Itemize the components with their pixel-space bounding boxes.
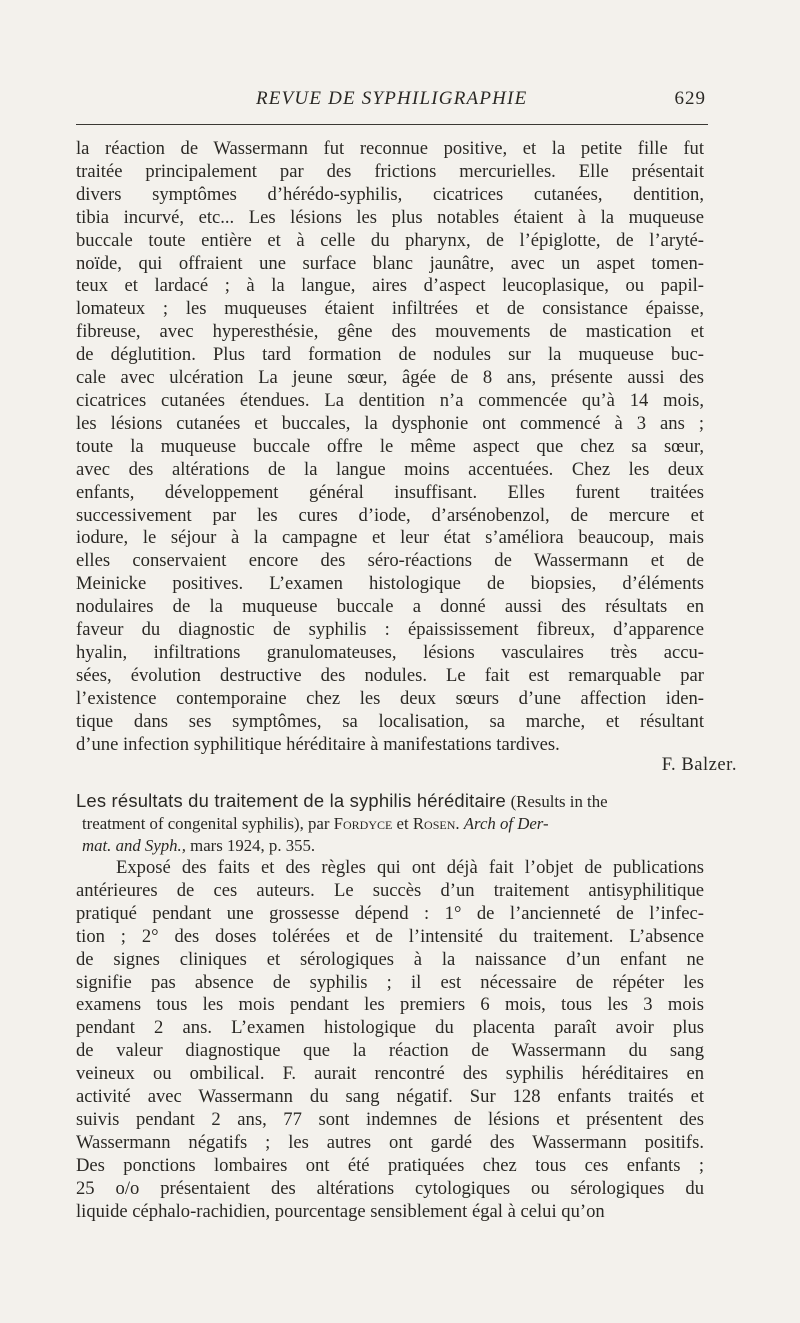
- ref-line3: [76, 835, 708, 857]
- text-line: buccale toute entière et à celle du pharynx, de l’épiglotte, de l’aryté-: [76, 229, 704, 251]
- signature: [662, 754, 737, 776]
- page-number: 629: [674, 88, 706, 109]
- journal-part2: mat. and Syph.,: [82, 836, 186, 855]
- text-line: de déglutition. Plus tard formation de nodules sur la muqueuse buc-: [76, 344, 704, 366]
- signature-text: F. Balzer.: [661, 754, 737, 775]
- text-line: 25 o/o présentaient des altérations cytologiques ou sérologiques du: [76, 1177, 704, 1199]
- paragraph-case-report: [76, 138, 704, 756]
- text-line: hyalin, infiltrations granulomateuses, lésions vasculaires très accu-: [76, 641, 704, 663]
- text-line: veineux ou ombilical. F. aurait rencontré des syphilis héréditaires en: [76, 1063, 704, 1085]
- text-line: avec des altérations de la langue moins accentuées. Chez les deux: [76, 458, 704, 480]
- text-line: sées, évolution destructive des nodules. Le fait est remarquable par: [76, 664, 704, 686]
- paragraph-summary: [76, 857, 704, 1224]
- author-rosen: Rosen.: [412, 814, 460, 833]
- text-line: signifie pas absence de syphilis ; il est nécessaire de répéter les: [76, 971, 704, 993]
- text-line: l’existence contemporaine chez les deux sœurs d’une affection iden-: [76, 687, 704, 709]
- ref-date: mars 1924, p. 355.: [190, 836, 316, 855]
- text-line: la réaction de Wassermann fut reconnue positive, et la petite fille fut: [76, 138, 704, 159]
- text-line: examens tous les mois pendant les premiers 6 mois, tous les 3 mois: [76, 994, 704, 1016]
- author-fordyce: Fordyce: [333, 814, 393, 833]
- text-line: Meinicke positives. L’examen histologique de biopsies, d’éléments: [76, 573, 704, 595]
- header-rule: [76, 124, 708, 125]
- text-line: cale avec ulcération La jeune sœur, âgée de 8 ans, présente aussi des: [76, 367, 704, 389]
- text-line: noïde, qui offraient une surface blanc jaunâtre, avec un aspet tomen-: [76, 252, 704, 274]
- text-line: elles conservaient encore des séro-réactions de Wassermann et de: [76, 550, 704, 572]
- text-line: antérieures de ces auteurs. Le succès d’un traitement antisyphilitique: [76, 879, 704, 901]
- ref-line2-prefix: treatment of congenital syphilis), par: [82, 814, 330, 833]
- text-line: tique dans ses symptômes, sa localisation, sa marche, et résultant: [76, 710, 704, 732]
- text-line: Des ponctions lombaires ont été pratiquées chez tous ces enfants ;: [76, 1154, 704, 1176]
- text-line: enfants, développement général insuffisant. Elles furent traitées: [76, 481, 704, 503]
- text-line: tibia incurvé, etc... Les lésions les plus notables étaient à la muqueuse: [76, 206, 704, 228]
- page-header: [76, 84, 708, 114]
- text-line: toute la muqueuse buccale offre le même aspect que chez sa sœur,: [76, 435, 704, 457]
- running-title: REVUE DE SYPHILIGRAPHIE: [256, 88, 528, 109]
- text-line: de valeur diagnostique que la réaction de Wassermann du sang: [76, 1040, 704, 1062]
- text-line: cicatrices cutanées étendues. La dentition n’a commencée qu’à 14 mois,: [76, 389, 704, 411]
- text-line: divers symptômes d’hérédo-syphilis, cicatrices cutanées, dentition,: [76, 183, 704, 205]
- section-title: Les résultats du traitement de la syphilis héréditaire: [76, 790, 506, 811]
- ref-line2: [76, 813, 708, 835]
- text-line: iodure, le séjour à la campagne et leur état s’améliora beaucoup, mais: [76, 527, 704, 549]
- text-line: lomateux ; les muqueuses étaient infiltrées et de consistance épaisse,: [76, 298, 704, 320]
- text-line: les lésions cutanées et buccales, la dysphonie ont commencé à 3 ans ;: [76, 412, 704, 434]
- text-line: successivement par les cures d’iode, d’arsénobenzol, de mercure et: [76, 504, 704, 526]
- text-line: teux et lardacé ; à la langue, aires d’aspect leucoplasique, ou papil-: [76, 275, 704, 297]
- journal-part1: Arch of Der-: [463, 814, 549, 833]
- ref-line1: (Results in the: [510, 792, 608, 811]
- text-line: traitée principalement par des frictions mercurielles. Elle présentait: [76, 160, 704, 182]
- text-line: faveur du diagnostic de syphilis : épaississement fibreux, d’apparence: [76, 619, 704, 641]
- text-line: pendant 2 ans. L’examen histologique du placenta paraît avoir plus: [76, 1017, 704, 1039]
- text-line: tion ; 2° des doses tolérées et de l’intensité du traitement. L’absence: [76, 925, 704, 947]
- text-line: nodulaires de la muqueuse buccale a donné aussi des résultats en: [76, 596, 704, 618]
- text-line: suivis pendant 2 ans, 77 sont indemnes de lésions et présentent des: [76, 1108, 704, 1130]
- ref-conj: et: [396, 814, 409, 833]
- text-line: liquide céphalo-rachidien, pourcentage sensiblement égal à celui qu’on: [76, 1200, 605, 1222]
- section-heading: [76, 790, 708, 857]
- text-line: de signes cliniques et sérologiques à la naissance d’un enfant ne: [76, 948, 704, 970]
- text-line: fibreuse, avec hyperesthésie, gêne des mouvements de mastication et: [76, 321, 704, 343]
- text-line: activité avec Wassermann du sang négatif. Sur 128 enfants traités et: [76, 1086, 704, 1108]
- text-line: Wassermann négatifs ; les autres ont gardé des Wassermann positifs.: [76, 1131, 704, 1153]
- text-line: pratiqué pendant une grossesse dépend : 1° de l’ancienneté de l’infec-: [76, 902, 704, 924]
- text-line: Exposé des faits et des règles qui ont déjà fait l’objet de publications: [116, 857, 704, 878]
- text-line: d’une infection syphilitique héréditaire à manifestations tardives.: [76, 733, 560, 755]
